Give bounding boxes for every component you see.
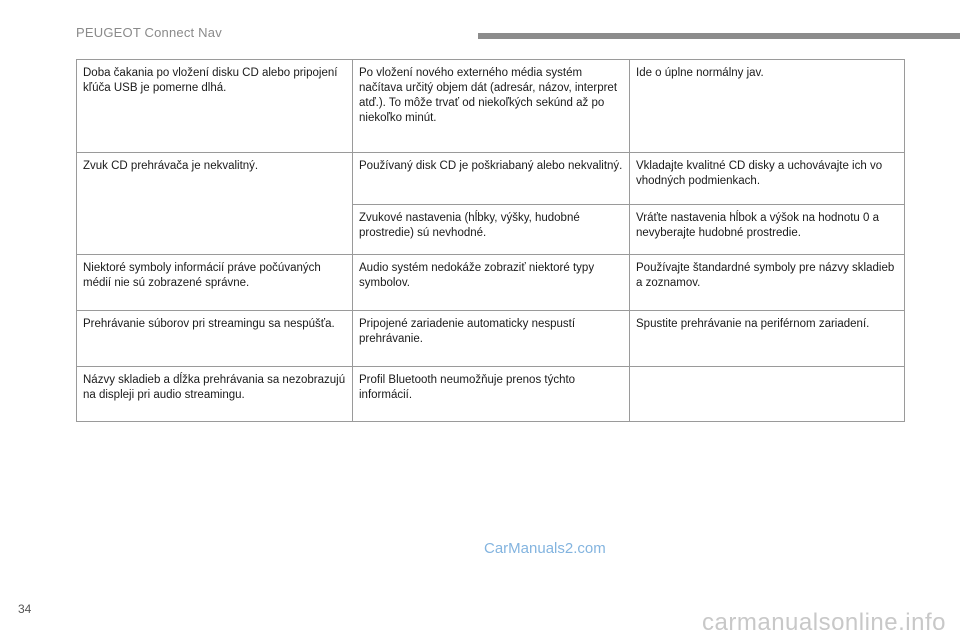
solution-cell [630,367,905,422]
watermark-link[interactable]: CarManuals2.com [484,540,606,557]
problem-cell: Niektoré symboly informácií práve počúvaných médií nie sú zobrazené správne. [77,255,353,311]
page-number: 34 [18,602,32,616]
solution-cell: Spustite prehrávanie na periférnom zariadení. [630,311,905,367]
footer-watermark: carmanualsonline.info [702,609,946,636]
problem-cell: Zvuk CD prehrávača je nekvalitný. [77,153,353,255]
problem-cell: Doba čakania po vložení disku CD alebo pripojení kľúča USB je pomerne dlhá. [77,60,353,153]
cause-cell: Pripojené zariadenie automaticky nespustí prehrávanie. [353,311,630,367]
cause-cell: Po vložení nového externého média systém načítava určitý objem dát (adresár, názov, interpret atď.). To môže trvať od niekoľkých sekúnd až po niekoľko minút. [353,60,630,153]
problem-cell: Prehrávanie súborov pri streamingu sa nespúšťa. [77,311,353,367]
table-row [77,311,905,367]
table-row [77,60,905,153]
problem-cell: Názvy skladieb a dĺžka prehrávania sa nezobrazujú na displeji pri audio streamingu. [77,367,353,422]
troubleshooting-table [76,59,905,422]
document-header-title: PEUGEOT Connect Nav [76,25,222,40]
cause-cell: Profil Bluetooth neumožňuje prenos týchto informácií. [353,367,630,422]
table-row [77,255,905,311]
header-divider-bar [478,33,960,39]
solution-cell: Používajte štandardné symboly pre názvy skladieb a zoznamov. [630,255,905,311]
cause-cell: Audio systém nedokáže zobraziť niektoré typy symbolov. [353,255,630,311]
cause-cell: Zvukové nastavenia (hĺbky, výšky, hudobné prostredie) sú nevhodné. [353,205,630,255]
solution-cell: Vráťte nastavenia hĺbok a výšok na hodnotu 0 a nevyberajte hudobné prostredie. [630,205,905,255]
table-row [77,367,905,422]
table-row [77,153,905,205]
solution-cell: Ide o úplne normálny jav. [630,60,905,153]
solution-cell: Vkladajte kvalitné CD disky a uchovávajte ich vo vhodných podmienkach. [630,153,905,205]
cause-cell: Používaný disk CD je poškriabaný alebo nekvalitný. [353,153,630,205]
